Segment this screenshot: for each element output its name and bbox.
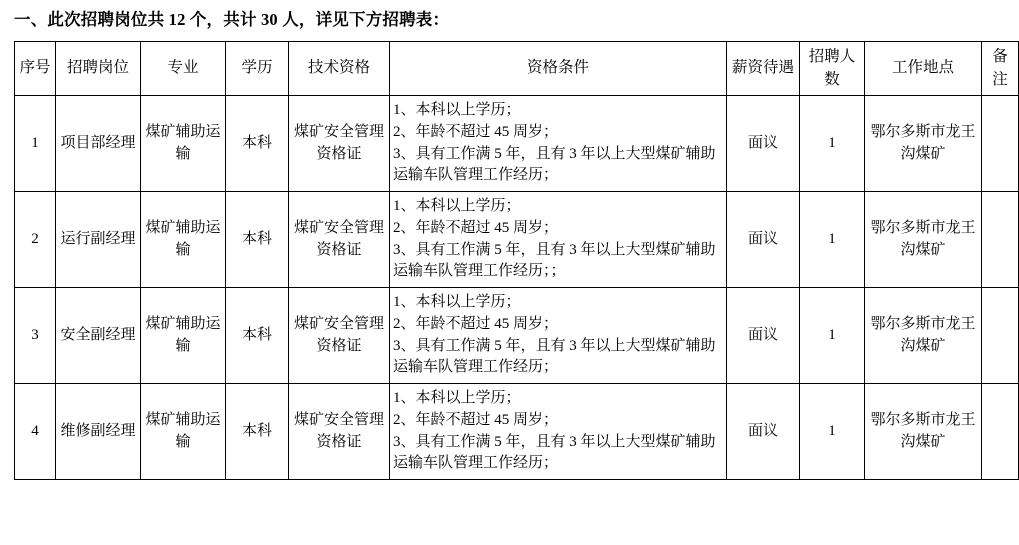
cell-major: 煤矿辅助运输 <box>141 384 226 480</box>
header-location: 工作地点 <box>865 42 982 96</box>
cell-count: 1 <box>800 96 865 192</box>
condition-line: 1、本科以上学历； <box>393 390 521 407</box>
cell-certificate: 煤矿安全管理资格证 <box>289 288 390 384</box>
cell-education: 本科 <box>226 192 289 288</box>
cell-conditions <box>390 96 727 192</box>
table-header <box>15 42 1019 96</box>
cell-index: 2 <box>15 192 56 288</box>
condition-line: 1、本科以上学历； <box>393 102 521 119</box>
condition-line: 1、本科以上学历； <box>393 294 521 311</box>
condition-line: 2、年龄不超过 45 周岁； <box>393 219 559 236</box>
cell-salary: 面议 <box>727 96 800 192</box>
header-education: 学历 <box>226 42 289 96</box>
cell-certificate: 煤矿安全管理资格证 <box>289 192 390 288</box>
cell-major: 煤矿辅助运输 <box>141 288 226 384</box>
table-row <box>15 288 1019 384</box>
header-post: 招聘岗位 <box>56 42 141 96</box>
cell-major: 煤矿辅助运输 <box>141 96 226 192</box>
condition-line: 3、具有工作满 5 年，且有 3 年以上大型煤矿辅助运输车队管理工作经历；； <box>393 241 716 280</box>
cell-post: 项目部经理 <box>56 96 141 192</box>
cell-remark <box>982 288 1019 384</box>
header-conditions: 资格条件 <box>390 42 727 96</box>
cell-education: 本科 <box>226 96 289 192</box>
cell-post: 维修副经理 <box>56 384 141 480</box>
cell-index: 1 <box>15 96 56 192</box>
cell-remark <box>982 384 1019 480</box>
header-remark: 备注 <box>982 42 1019 96</box>
condition-line: 2、年龄不超过 45 周岁； <box>393 315 559 332</box>
table-body <box>15 96 1019 480</box>
table-row <box>15 192 1019 288</box>
condition-line: 3、具有工作满 5 年，且有 3 年以上大型煤矿辅助运输车队管理工作经历； <box>393 433 716 472</box>
header-major: 专业 <box>141 42 226 96</box>
intro-paragraph: 一、此次招聘岗位共 12 个，共计 30 人，详见下方招聘表： <box>14 10 450 29</box>
cell-post: 安全副经理 <box>56 288 141 384</box>
cell-count: 1 <box>800 384 865 480</box>
cell-remark <box>982 96 1019 192</box>
cell-conditions <box>390 288 727 384</box>
header-certificate: 技术资格 <box>289 42 390 96</box>
cell-count: 1 <box>800 192 865 288</box>
cell-index: 3 <box>15 288 56 384</box>
condition-line: 3、具有工作满 5 年，且有 3 年以上大型煤矿辅助运输车队管理工作经历； <box>393 337 716 376</box>
cell-index: 4 <box>15 384 56 480</box>
cell-certificate: 煤矿安全管理资格证 <box>289 96 390 192</box>
cell-location: 鄂尔多斯市龙王沟煤矿 <box>865 384 982 480</box>
condition-line: 2、年龄不超过 45 周岁； <box>393 123 559 140</box>
cell-remark <box>982 192 1019 288</box>
header-index: 序号 <box>15 42 56 96</box>
cell-count: 1 <box>800 288 865 384</box>
header-count: 招聘人数 <box>800 42 865 96</box>
cell-location: 鄂尔多斯市龙王沟煤矿 <box>865 96 982 192</box>
cell-salary: 面议 <box>727 384 800 480</box>
condition-line: 1、本科以上学历； <box>393 198 521 215</box>
condition-line: 3、具有工作满 5 年，且有 3 年以上大型煤矿辅助运输车队管理工作经历； <box>393 145 716 184</box>
cell-education: 本科 <box>226 288 289 384</box>
condition-line: 2、年龄不超过 45 周岁； <box>393 411 559 428</box>
cell-post: 运行副经理 <box>56 192 141 288</box>
table-row <box>15 96 1019 192</box>
cell-certificate: 煤矿安全管理资格证 <box>289 384 390 480</box>
table-header-row <box>15 42 1019 96</box>
cell-salary: 面议 <box>727 192 800 288</box>
cell-location: 鄂尔多斯市龙王沟煤矿 <box>865 288 982 384</box>
recruitment-table <box>14 41 1019 480</box>
cell-salary: 面议 <box>727 288 800 384</box>
cell-conditions <box>390 384 727 480</box>
cell-location: 鄂尔多斯市龙王沟煤矿 <box>865 192 982 288</box>
cell-major: 煤矿辅助运输 <box>141 192 226 288</box>
header-salary: 薪资待遇 <box>727 42 800 96</box>
cell-conditions <box>390 192 727 288</box>
cell-education: 本科 <box>226 384 289 480</box>
table-row <box>15 384 1019 480</box>
